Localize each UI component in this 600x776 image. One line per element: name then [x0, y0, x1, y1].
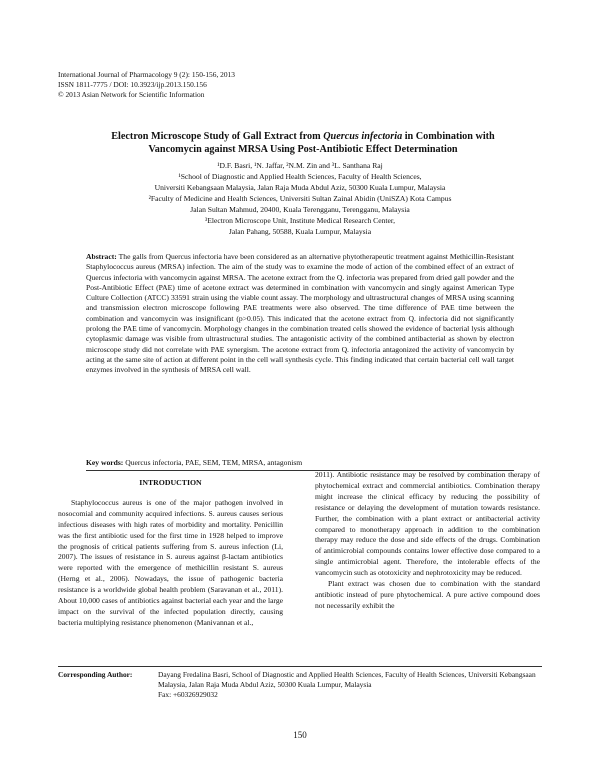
journal-citation: International Journal of Pharmacology 9 (2): 150-156, 2013 [58, 70, 235, 79]
journal-copyright: © 2013 Asian Network for Scientific Information [58, 90, 205, 100]
page-number: 150 [293, 730, 307, 740]
journal-header [58, 70, 478, 101]
intro-paragraph-2: Plant extract was chosen due to combination with the standard antibiotic instead of pure phytochemical. A pure active compound does not necessarily exhibit the [315, 579, 540, 610]
affiliation-3b: Jalan Pahang, 50588, Kuala Lumpur, Malaysia [228, 227, 372, 236]
title-line2: Vancomycin against MRSA Using Post-Antibiotic Effect Determination [148, 144, 458, 155]
journal-issn-doi: ISSN 1811-7775 / DOI: 10.3923/ijp.2013.150.156 [58, 80, 207, 90]
section-heading-introduction: INTRODUCTION [139, 478, 202, 487]
right-column [315, 470, 540, 612]
title-line1-pre: Electron Microscope Study of Gall Extract from [111, 131, 324, 142]
affiliation-1a: ¹School of Diagnostic and Applied Health Sciences, Faculty of Health Sciences, [178, 172, 422, 181]
affiliation-2b: Jalan Sultan Mahmud, 20400, Kuala Terengganu, Terengganu, Malaysia [190, 205, 410, 214]
corresponding-author-label: Corresponding Author: [58, 670, 133, 679]
author-block [70, 160, 530, 237]
left-column [58, 470, 283, 629]
abstract [86, 252, 514, 376]
affiliation-2a: ²Faculty of Medicine and Health Sciences, Universiti Sultan Zainal Abidin (UniSZA) Kota Campus [148, 194, 452, 203]
paper-title [68, 130, 538, 156]
footnote-rule [58, 666, 542, 667]
corresponding-author [58, 670, 542, 700]
affiliation-3a: ³Electron Microscope Unit, Institute Medical Research Center, [204, 216, 396, 225]
corresponding-author-fax: Fax: +60326929032 [158, 690, 218, 699]
abstract-text: The galls from Quercus infectoria have been considered as an alternative phytotherapeutic treatment against Methicillin-Resistant Staphylococcus aureus (MRSA) infection. The aim of the study was to examine the mode of action of the combined effect of an extract of Quercus infectoria with vancomycin against MRSA. The acetone extract from the Q. infectoria was prepared from dried gall powder and the Post-Antibiotic Effect (PAE) time of acetone extract was determined in combination with vancomycin and singly against American Type Culture Collection (ATCC) 33591 strain using the viable count assay. The morphology and ultrastructural changes of MRSA using scanning and transmission electron microscope following PAE treatments were also observed. The time difference of PAE time between the combination and vancomycin was insignificant (p>0.05). This indicated that the acetone extract from Q. infectoria did not significantly prolong the PAE time of vancomycin. Morphology changes in the combination treated cells showed the evidence of bacterial lysis although cytoplasmic damage was visible from ultrastructural studies. The antagonistic activity of the combined antibacterial as shown by electron microscope study did not correlate with PAE synergism. The acetone extract from Q. infectoria antagonized the activity of vancomycin by acting at the same site of action at different point in the cell wall synthesis cycle. This finding indicated that certain bacterial cell wall target enzymes involved in the synthesis of MRSA cell wall. [86, 252, 514, 375]
intro-paragraph-continued: 2011). Antibiotic resistance may be resolved by combination therapy of phytochemical extract and commercial antibiotics. Combination therapy might increase the clinical efficacy by reducing the possibility of resistance or delaying the development of mutation towards resistance. Further, the combination with a plant extract or antibacterial activity compared to monotherapy approach in addition to the combination therapy may reduce the dose and side effects of the drugs. Combination of antimicrobial compounds contains lower effective dose compared to a single antimicrobial agent. Therefore, the intolerable effects of the vancomycin such as ototoxicity and nephrotoxicity may be reduced. [315, 470, 540, 578]
abstract-label: Abstract: [86, 252, 117, 261]
affiliation-1b: Universiti Kebangsaan Malaysia, Jalan Raja Muda Abdul Aziz, 50300 Kuala Lumpur, Malaysia [154, 183, 446, 192]
corresponding-author-text: Dayang Fredalina Basri, School of Diagnostic and Applied Health Sciences, Faculty of Health Sciences, Universiti Kebangsaan Malaysia, Jalan Raja Muda Abdul Aziz, 50300 Kuala Lumpur, Malaysia [158, 670, 536, 689]
keywords-label: Key words: [86, 458, 124, 467]
title-line1-post: in Combination with [402, 131, 495, 142]
keywords-text: Quercus infectoria, PAE, SEM, TEM, MRSA, antagonism [125, 458, 303, 467]
title-line1-italic: Quercus infectoria [323, 131, 403, 142]
author-names: ¹D.F. Basri, ¹N. Jaffar, ²N.M. Zin and ³L. Santhana Raj [217, 161, 383, 170]
intro-paragraph-1: Staphylococcus aureus is one of the major pathogen involved in nosocomial and community acquired infections. S. aureus causes serious infectious diseases with high rates of morbidity and mortality. Penicillin was the first antibiotic used for the first time in 1928 helped to improve the prognosis of critical patients suffering from S. aureus infection (Li, 2007). The issues of resistance in S. aureus against β-lactam antibiotics were reported with the emergence of methicillin resistant S. aureus (Herng et al., 2006). Nowadays, the issue of pathogenic bacteria resistance is a worldwide global health problem (Saravanan et al., 2011). About 10,000 cases of antibiotics against bacterial each year and the large impact on the survival of the infected population directly, causing bacteria multiplying resistance phenomenon (Manivannan et al., [58, 497, 283, 627]
